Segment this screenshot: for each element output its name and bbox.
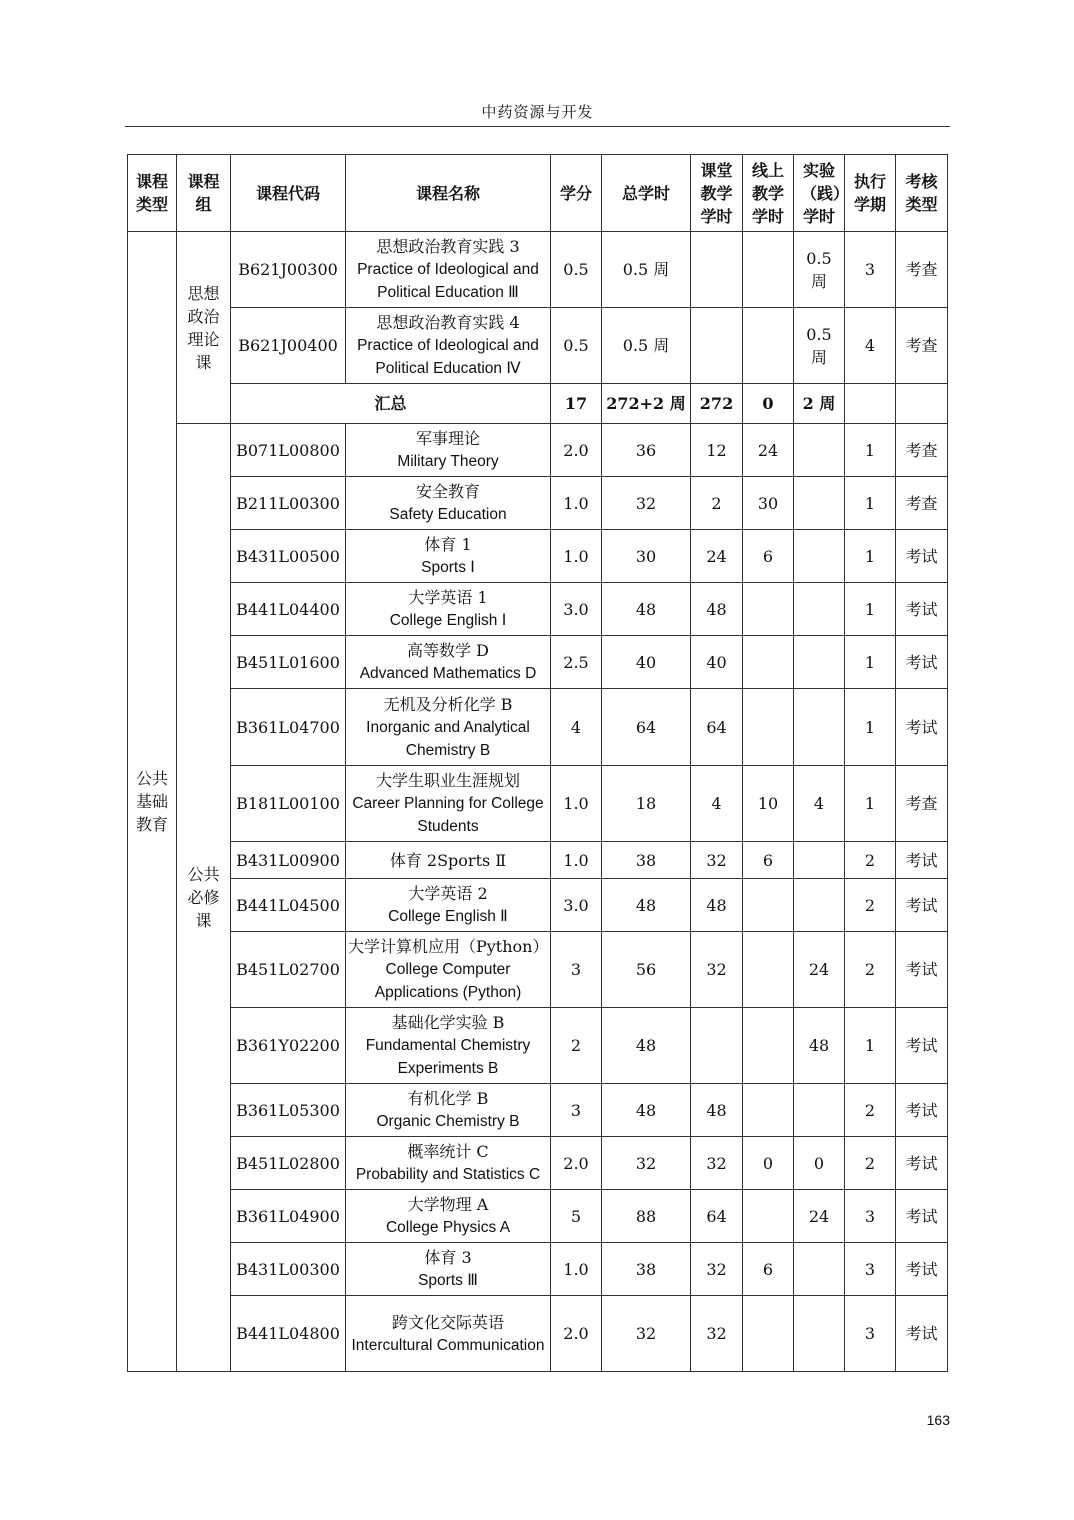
table-row [128, 842, 948, 879]
online-hours-cell [743, 636, 794, 689]
classroom-hours-cell: 24 [691, 530, 743, 583]
course-name-cn: 跨文化交际英语 [391, 1312, 504, 1332]
credit-cell: 2.5 [551, 636, 602, 689]
credit-cell: 2.0 [551, 1296, 602, 1372]
semester-cell: 3 [845, 232, 896, 308]
lab-hours-cell [794, 583, 845, 636]
course-name-cn: 概率统计 C [407, 1142, 489, 1161]
classroom-hours-cell: 48 [691, 879, 743, 932]
semester-cell: 1 [845, 530, 896, 583]
online-hours-cell: 10 [743, 766, 794, 842]
exam-type-cell: 考试 [896, 842, 948, 879]
course-name-cn: 大学物理 A [407, 1195, 489, 1214]
course-name-cell [346, 477, 551, 530]
course-name-en: Advanced Mathematics D [359, 665, 537, 682]
column-header: 课堂教学学时 [691, 155, 743, 232]
course-name-en: College Physics A [385, 1219, 511, 1236]
online-hours-cell [743, 1190, 794, 1243]
credit-cell: 1.0 [551, 530, 602, 583]
exam-type-cell: 考试 [896, 689, 948, 766]
course-name-cell [346, 1084, 551, 1137]
table-row [128, 636, 948, 689]
course-code-cell: B451L02800 [231, 1137, 346, 1190]
semester-cell: 2 [845, 879, 896, 932]
course-name-cell [346, 842, 551, 879]
total-hours-cell: 0.5 周 [602, 308, 691, 384]
semester-cell: 1 [845, 583, 896, 636]
semester-cell: 1 [845, 689, 896, 766]
exam-type-cell: 考查 [896, 308, 948, 384]
exam-type-cell: 考试 [896, 583, 948, 636]
table-row [128, 232, 948, 308]
exam-type-cell: 考查 [896, 424, 948, 477]
course-name-en: Probability and Statistics C [355, 1166, 541, 1183]
course-name-cell [346, 879, 551, 932]
lab-hours-cell [794, 530, 845, 583]
course-code-cell: B361Y02200 [231, 1008, 346, 1084]
course-name-cell [346, 424, 551, 477]
course-name-en: College English Ⅰ [389, 612, 507, 629]
course-name-cn: 有机化学 B [407, 1089, 489, 1108]
lab-hours-cell [794, 689, 845, 766]
classroom-hours-cell: 12 [691, 424, 743, 477]
course-group-cell [177, 232, 231, 424]
summary-exam-cell [896, 384, 948, 424]
course-name-en: Fundamental Chemistry Experiments B [365, 1037, 531, 1077]
exam-type-cell: 考试 [896, 1243, 948, 1296]
classroom-hours-cell [691, 1008, 743, 1084]
course-name-cn: 思想政治教育实践 3 [376, 237, 520, 256]
course-name-cell [346, 1008, 551, 1084]
course-name-en: Practice of Ideological and Political Education Ⅲ [357, 261, 539, 301]
lab-hours-cell [794, 424, 845, 477]
summary-semester-cell [845, 384, 896, 424]
table-row [128, 1084, 948, 1137]
course-name-cell [346, 232, 551, 308]
course-code-cell: B441L04400 [231, 583, 346, 636]
semester-cell: 4 [845, 308, 896, 384]
credit-cell: 2.0 [551, 424, 602, 477]
column-header: 学分 [551, 155, 602, 232]
lab-hours-cell: 0 [794, 1137, 845, 1190]
table-row [128, 308, 948, 384]
classroom-hours-cell: 32 [691, 932, 743, 1008]
course-name-cell [346, 1137, 551, 1190]
lab-hours-cell [794, 1084, 845, 1137]
course-code-cell: B211L00300 [231, 477, 346, 530]
column-header: 实验（践）学时 [794, 155, 845, 232]
summary-credit-cell: 17 [551, 384, 602, 424]
course-code-cell: B361L05300 [231, 1084, 346, 1137]
total-hours-cell: 48 [602, 583, 691, 636]
exam-type-cell: 考试 [896, 1190, 948, 1243]
course-name-en: Sports Ⅰ [421, 559, 475, 576]
course-code-cell: B441L04800 [231, 1296, 346, 1372]
course-group-label: 思想政治理论课 [187, 283, 220, 372]
course-code-cell: B451L01600 [231, 636, 346, 689]
online-hours-cell: 24 [743, 424, 794, 477]
lab-hours-cell [794, 879, 845, 932]
course-name-cell [346, 636, 551, 689]
credit-cell: 3 [551, 1084, 602, 1137]
exam-type-cell: 考试 [896, 932, 948, 1008]
course-name-cn: 体育 1 [424, 535, 472, 554]
course-code-cell: B361L04900 [231, 1190, 346, 1243]
semester-cell: 1 [845, 636, 896, 689]
course-name-cell [346, 1243, 551, 1296]
lab-hours-cell: 0.5 周 [794, 308, 845, 384]
semester-cell: 2 [845, 1084, 896, 1137]
exam-type-cell: 考查 [896, 232, 948, 308]
classroom-hours-cell: 32 [691, 1137, 743, 1190]
course-name-cn: 大学生职业生涯规划 [375, 771, 520, 790]
exam-type-cell: 考试 [896, 879, 948, 932]
online-hours-cell: 6 [743, 1243, 794, 1296]
course-table [127, 154, 948, 1372]
table-row [128, 1008, 948, 1084]
header-divider [125, 126, 950, 127]
lab-hours-cell: 4 [794, 766, 845, 842]
lab-hours-cell [794, 1296, 845, 1372]
online-hours-cell [743, 232, 794, 308]
classroom-hours-cell [691, 308, 743, 384]
course-name-cell [346, 932, 551, 1008]
course-code-cell: B431L00900 [231, 842, 346, 879]
exam-type-cell: 考试 [896, 636, 948, 689]
exam-type-cell: 考试 [896, 1296, 948, 1372]
course-code-cell: B431L00500 [231, 530, 346, 583]
course-name-cn: 体育 2Sports Ⅱ [389, 850, 507, 870]
table-row [128, 1296, 948, 1372]
classroom-hours-cell: 64 [691, 1190, 743, 1243]
table-row [128, 689, 948, 766]
course-name-cn: 大学英语 1 [408, 588, 488, 607]
course-name-cell [346, 766, 551, 842]
lab-hours-cell [794, 477, 845, 530]
course-category-label: 公共基础教育 [135, 769, 168, 834]
exam-type-cell: 考查 [896, 766, 948, 842]
column-header: 考核类型 [896, 155, 948, 232]
online-hours-cell: 6 [743, 842, 794, 879]
table-row [128, 424, 948, 477]
course-code-cell: B431L00300 [231, 1243, 346, 1296]
total-hours-cell: 0.5 周 [602, 232, 691, 308]
exam-type-cell: 考试 [896, 1008, 948, 1084]
column-header: 执行学期 [845, 155, 896, 232]
course-name-cn: 基础化学实验 B [391, 1013, 505, 1032]
total-hours-cell: 32 [602, 1137, 691, 1190]
online-hours-cell: 0 [743, 1137, 794, 1190]
lab-hours-cell: 0.5 周 [794, 232, 845, 308]
table-row [128, 879, 948, 932]
course-code-cell: B441L04500 [231, 879, 346, 932]
total-hours-cell: 64 [602, 689, 691, 766]
course-name-en: Career Planning for College Students [352, 795, 544, 835]
classroom-hours-cell: 4 [691, 766, 743, 842]
course-name-en: Organic Chemistry B [376, 1113, 520, 1130]
course-name-cn: 高等数学 D [407, 641, 489, 660]
credit-cell: 0.5 [551, 308, 602, 384]
course-category-cell [128, 232, 177, 1372]
table-row [128, 530, 948, 583]
course-name-cn: 安全教育 [415, 482, 480, 501]
course-name-cn: 无机及分析化学 B [383, 694, 513, 714]
exam-type-cell: 考试 [896, 1137, 948, 1190]
total-hours-cell: 40 [602, 636, 691, 689]
credit-cell: 2.0 [551, 1137, 602, 1190]
total-hours-cell: 36 [602, 424, 691, 477]
course-name-cell [346, 1190, 551, 1243]
credit-cell: 1.0 [551, 477, 602, 530]
course-code-cell: B451L02700 [231, 932, 346, 1008]
online-hours-cell [743, 932, 794, 1008]
course-name-cell [346, 308, 551, 384]
online-hours-cell [743, 689, 794, 766]
total-hours-cell: 48 [602, 1008, 691, 1084]
total-hours-cell: 38 [602, 842, 691, 879]
classroom-hours-cell: 40 [691, 636, 743, 689]
lab-hours-cell [794, 636, 845, 689]
summary-row [128, 384, 948, 424]
classroom-hours-cell: 48 [691, 1084, 743, 1137]
classroom-hours-cell: 32 [691, 842, 743, 879]
column-header: 总学时 [602, 155, 691, 232]
summary-label: 汇总 [231, 384, 551, 424]
column-header: 课程名称 [346, 155, 551, 232]
course-name-cell [346, 583, 551, 636]
classroom-hours-cell: 2 [691, 477, 743, 530]
credit-cell: 1.0 [551, 1243, 602, 1296]
course-name-cell [346, 689, 551, 766]
online-hours-cell [743, 879, 794, 932]
table-row [128, 583, 948, 636]
online-hours-cell [743, 583, 794, 636]
column-header: 课程组 [177, 155, 231, 232]
table-row [128, 766, 948, 842]
summary-lab-cell: 2 周 [794, 384, 845, 424]
classroom-hours-cell: 32 [691, 1296, 743, 1372]
semester-cell: 2 [845, 842, 896, 879]
semester-cell: 3 [845, 1296, 896, 1372]
online-hours-cell [743, 1008, 794, 1084]
total-hours-cell: 48 [602, 879, 691, 932]
total-hours-cell: 30 [602, 530, 691, 583]
total-hours-cell: 48 [602, 1084, 691, 1137]
course-name-en: Practice of Ideological and Political Education Ⅳ [357, 337, 539, 377]
lab-hours-cell [794, 1243, 845, 1296]
course-group-label: 公共必修课 [187, 865, 220, 930]
online-hours-cell: 30 [743, 477, 794, 530]
classroom-hours-cell: 48 [691, 583, 743, 636]
semester-cell: 3 [845, 1190, 896, 1243]
online-hours-cell [743, 308, 794, 384]
page-header-title: 中药资源与开发 [481, 103, 594, 121]
table-row [128, 932, 948, 1008]
page-number: 163 [926, 1412, 950, 1428]
course-code-cell: B621J00300 [231, 232, 346, 308]
course-code-cell: B361L04700 [231, 689, 346, 766]
exam-type-cell: 考查 [896, 477, 948, 530]
semester-cell: 2 [845, 1137, 896, 1190]
credit-cell: 1.0 [551, 842, 602, 879]
course-name-cn: 思想政治教育实践 4 [376, 313, 520, 332]
exam-type-cell: 考试 [896, 530, 948, 583]
course-group-cell [177, 424, 231, 1372]
lab-hours-cell [794, 842, 845, 879]
classroom-hours-cell: 64 [691, 689, 743, 766]
course-name-en: Inorganic and Analytical Chemistry B [366, 718, 530, 759]
course-code-cell: B621J00400 [231, 308, 346, 384]
summary-online-cell: 0 [743, 384, 794, 424]
lab-hours-cell: 48 [794, 1008, 845, 1084]
semester-cell: 1 [845, 477, 896, 530]
total-hours-cell: 32 [602, 1296, 691, 1372]
table-row [128, 1137, 948, 1190]
credit-cell: 5 [551, 1190, 602, 1243]
column-header: 线上教学学时 [743, 155, 794, 232]
lab-hours-cell: 24 [794, 1190, 845, 1243]
semester-cell: 1 [845, 766, 896, 842]
semester-cell: 3 [845, 1243, 896, 1296]
total-hours-cell: 56 [602, 932, 691, 1008]
credit-cell: 1.0 [551, 766, 602, 842]
table-body [128, 232, 948, 1372]
course-name-cn: 大学计算机应用（Python） [348, 937, 549, 956]
course-name-cell [346, 530, 551, 583]
table-row [128, 1243, 948, 1296]
online-hours-cell [743, 1084, 794, 1137]
total-hours-cell: 18 [602, 766, 691, 842]
course-name-cn: 军事理论 [415, 429, 480, 448]
total-hours-cell: 32 [602, 477, 691, 530]
course-name-en: Intercultural Communication [351, 1336, 545, 1354]
table-header-row [128, 155, 948, 232]
credit-cell: 3 [551, 932, 602, 1008]
table-row [128, 477, 948, 530]
course-name-en: College Computer Applications (Python) [374, 961, 522, 1001]
exam-type-cell: 考试 [896, 1084, 948, 1137]
credit-cell: 3.0 [551, 583, 602, 636]
course-name-en: Safety Education [389, 506, 507, 523]
semester-cell: 1 [845, 424, 896, 477]
credit-cell: 2 [551, 1008, 602, 1084]
course-name-cell [346, 1296, 551, 1372]
course-name-en: Military Theory [397, 453, 499, 470]
summary-classroom-cell: 272 [691, 384, 743, 424]
course-code-cell: B181L00100 [231, 766, 346, 842]
online-hours-cell: 6 [743, 530, 794, 583]
course-name-cn: 体育 3 [424, 1248, 472, 1267]
course-code-cell: B071L00800 [231, 424, 346, 477]
column-header: 课程类型 [128, 155, 177, 232]
online-hours-cell [743, 1296, 794, 1372]
credit-cell: 0.5 [551, 232, 602, 308]
credit-cell: 4 [551, 689, 602, 766]
classroom-hours-cell [691, 232, 743, 308]
column-header: 课程代码 [231, 155, 346, 232]
classroom-hours-cell: 32 [691, 1243, 743, 1296]
course-name-cn: 大学英语 2 [408, 884, 488, 903]
course-name-en: Sports Ⅲ [418, 1272, 478, 1289]
semester-cell: 1 [845, 1008, 896, 1084]
table-row [128, 1190, 948, 1243]
credit-cell: 3.0 [551, 879, 602, 932]
summary-total-cell: 272+2 周 [602, 384, 691, 424]
lab-hours-cell: 24 [794, 932, 845, 1008]
total-hours-cell: 88 [602, 1190, 691, 1243]
semester-cell: 2 [845, 932, 896, 1008]
total-hours-cell: 38 [602, 1243, 691, 1296]
course-name-en: College English Ⅱ [388, 908, 508, 925]
